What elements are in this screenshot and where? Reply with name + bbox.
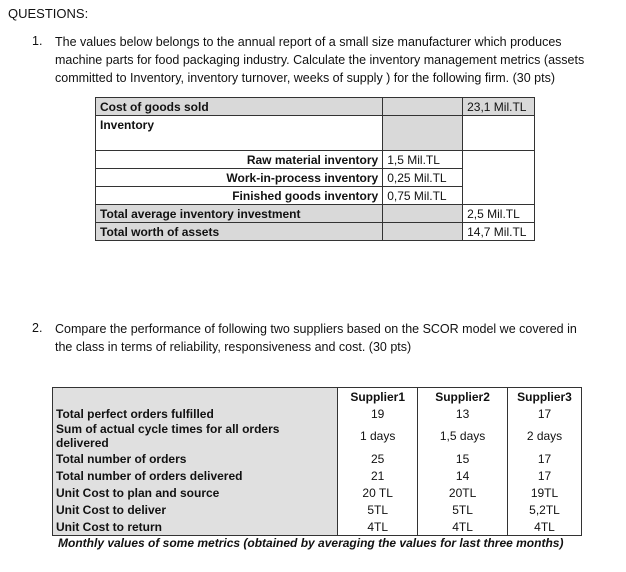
supplier3-cell: 17	[508, 405, 582, 422]
cogs-value: 23,1 Mil.TL	[463, 98, 535, 116]
cogs-label: Cost of goods sold	[96, 98, 383, 116]
empty-cell	[383, 133, 463, 151]
assets-label: Total worth of assets	[96, 223, 383, 241]
supplier3-cell: 5,2TL	[508, 501, 582, 518]
fg-value: 0,75 Mil.TL	[383, 187, 463, 205]
avg-inv-label: Total average inventory investment	[96, 205, 383, 223]
row-label: Total number of orders	[53, 450, 338, 467]
supplier1-cell: 25	[338, 450, 418, 467]
row-label: Total number of orders delivered	[53, 467, 338, 484]
supplier3-cell: 17	[508, 450, 582, 467]
supplier2-cell: 15	[418, 450, 508, 467]
supplier2-cell: 13	[418, 405, 508, 422]
q1-line-3: committed to Inventory, inventory turnover, weeks of supply ) for the following firm. (30 pts)	[55, 71, 555, 85]
empty-cell	[96, 133, 383, 151]
table-row	[96, 151, 535, 169]
row-label: Total perfect orders fulfilled	[53, 405, 338, 422]
supplier3-cell: 2 days	[508, 422, 582, 450]
supplier2-header: Supplier2	[418, 388, 508, 406]
row-label: Unit Cost to return	[53, 518, 338, 536]
questions-heading: QUESTIONS:	[8, 6, 89, 21]
q2-line-2: the class in terms of reliability, responsiveness and cost. (30 pts)	[55, 340, 412, 354]
inventory-label: Inventory	[96, 116, 383, 134]
table-header-row	[53, 388, 582, 406]
supplier-table	[52, 387, 582, 536]
table-row	[53, 467, 582, 484]
supplier3-cell: 19TL	[508, 484, 582, 501]
table-row	[96, 116, 535, 134]
wip-value: 0,25 Mil.TL	[383, 169, 463, 187]
supplier1-header: Supplier1	[338, 388, 418, 406]
q2-number: 2.	[32, 321, 43, 335]
table-row	[96, 223, 535, 241]
supplier1-cell: 5TL	[338, 501, 418, 518]
table-row	[53, 405, 582, 422]
table-footnote: Monthly values of some metrics (obtained by averaging the values for last three months)	[58, 536, 564, 550]
supplier2-cell: 1,5 days	[418, 422, 508, 450]
supplier3-cell: 4TL	[508, 518, 582, 536]
assets-value: 14,7 Mil.TL	[463, 223, 535, 241]
empty-cell	[383, 205, 463, 223]
table-row	[53, 518, 582, 536]
q2-text	[55, 320, 577, 356]
supplier1-cell: 20 TL	[338, 484, 418, 501]
supplier3-cell: 17	[508, 467, 582, 484]
empty-cell	[463, 133, 535, 151]
q1-line-2: machine parts for food packaging industry. Calculate the inventory management metrics (assets	[55, 53, 585, 67]
inventory-table	[95, 97, 535, 241]
supplier2-cell: 4TL	[418, 518, 508, 536]
supplier1-cell: 21	[338, 467, 418, 484]
supplier1-cell: 19	[338, 405, 418, 422]
header-corner	[53, 388, 338, 406]
supplier2-cell: 14	[418, 467, 508, 484]
q2-line-1: Compare the performance of following two suppliers based on the SCOR model we covered in	[55, 322, 577, 336]
row-label: Sum of actual cycle times for all orders delivered	[53, 422, 338, 450]
raw-label: Raw material inventory	[96, 151, 383, 169]
empty-cell	[383, 223, 463, 241]
raw-value: 1,5 Mil.TL	[383, 151, 463, 169]
supplier3-header: Supplier3	[508, 388, 582, 406]
q1-text	[55, 33, 584, 87]
table-row	[53, 484, 582, 501]
q1-number: 1.	[32, 34, 43, 48]
row-label: Unit Cost to plan and source	[53, 484, 338, 501]
row-label: Unit Cost to deliver	[53, 501, 338, 518]
empty-cell	[463, 116, 535, 134]
table-row	[53, 501, 582, 518]
supplier2-cell: 20TL	[418, 484, 508, 501]
empty-cell	[463, 151, 535, 205]
table-row	[53, 422, 582, 450]
supplier2-cell: 5TL	[418, 501, 508, 518]
q1-line-1: The values below belongs to the annual report of a small size manufacturer which produces	[55, 35, 562, 49]
fg-label: Finished goods inventory	[96, 187, 383, 205]
empty-cell	[383, 116, 463, 134]
wip-label: Work-in-process inventory	[96, 169, 383, 187]
table-row	[96, 98, 535, 116]
supplier1-cell: 4TL	[338, 518, 418, 536]
table-row	[53, 450, 582, 467]
avg-inv-value: 2,5 Mil.TL	[463, 205, 535, 223]
empty-cell	[383, 98, 463, 116]
table-row	[96, 205, 535, 223]
supplier1-cell: 1 days	[338, 422, 418, 450]
table-row	[96, 133, 535, 151]
